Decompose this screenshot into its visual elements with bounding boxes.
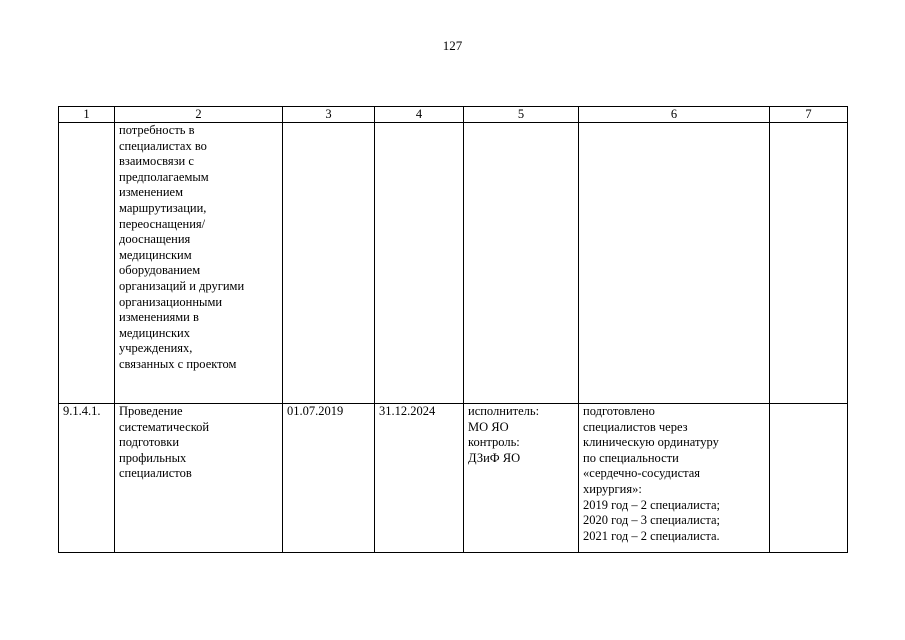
result-cell: [579, 404, 770, 553]
cell-text: потребность в специалистах во взаимосвязи с предполагаемым изменением маршрутизации, переоснащения/ дооснащения медицинским оборудованием организаций и другими организационными изменениями в медицинских учреждениях, связанных с проектом: [119, 123, 245, 371]
cell-text: исполнитель: МО ЯО контроль: ДЗиФ ЯО: [468, 404, 540, 465]
end-date-cell: [375, 123, 464, 404]
table-header-row: [59, 107, 848, 123]
start-date-cell: [283, 404, 375, 553]
item-number-cell: [59, 404, 115, 553]
cell-text: 9.1.4.1.: [63, 404, 101, 418]
description-cell: [115, 123, 283, 404]
cell-text: Проведение систематической подготовки профильных специалистов: [119, 404, 210, 481]
item-number-cell: [59, 123, 115, 404]
notes-cell: [770, 123, 848, 404]
column-header: 2: [115, 107, 283, 123]
cell-text: подготовлено специалистов через клиническую ординатуру по специальности «сердечно-сосудистая хирургия»: 2019 год – 2 специалиста; 2020 год – 3 специалиста; 2021 год – 2 специалиста.: [583, 404, 720, 543]
result-cell: [579, 123, 770, 404]
responsible-cell: [464, 404, 579, 553]
cell-text: 31.12.2024: [379, 404, 436, 418]
responsible-cell: [464, 123, 579, 404]
description-cell: [115, 404, 283, 553]
column-header: 7: [770, 107, 848, 123]
column-header: 4: [375, 107, 464, 123]
column-header: 1: [59, 107, 115, 123]
table-row: [59, 123, 848, 404]
plan-table: [58, 106, 848, 553]
column-header: 3: [283, 107, 375, 123]
page-number: 127: [442, 38, 463, 53]
column-header: 6: [579, 107, 770, 123]
start-date-cell: [283, 123, 375, 404]
cell-text: 01.07.2019: [287, 404, 344, 418]
end-date-cell: [375, 404, 464, 553]
notes-cell: [770, 404, 848, 553]
column-header: 5: [464, 107, 579, 123]
table-row: [59, 404, 848, 553]
